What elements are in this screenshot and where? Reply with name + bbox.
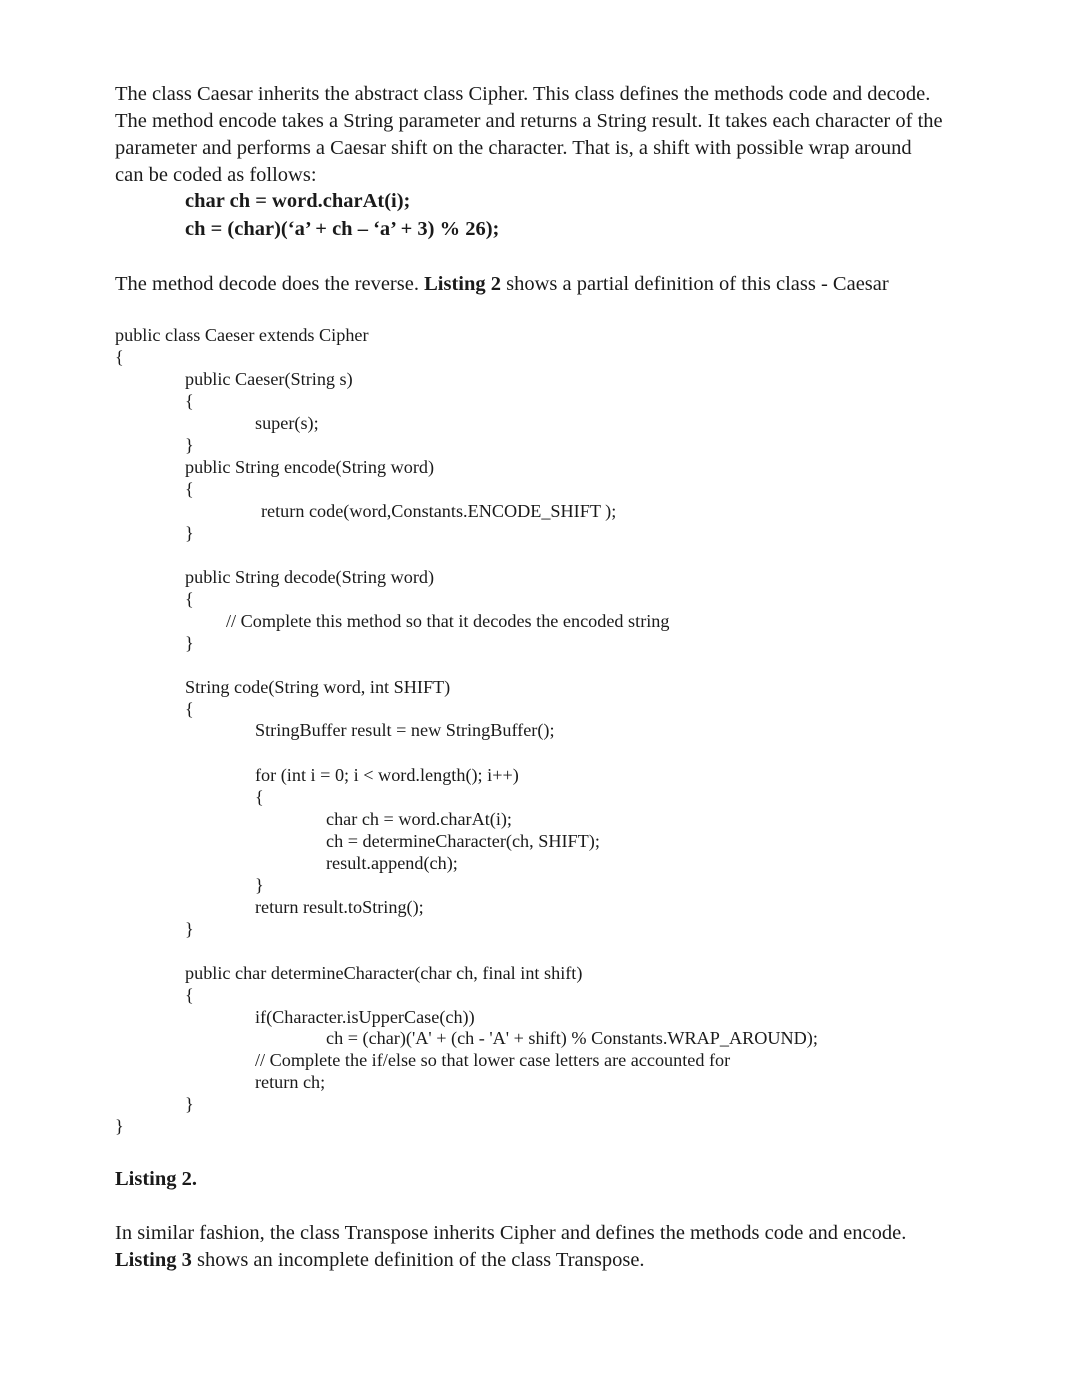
code-line: String code(String word, int SHIFT) <box>185 677 451 697</box>
code-line: for (int i = 0; i < word.length(); i++) <box>255 765 519 785</box>
code-line: { <box>185 699 194 719</box>
transpose-line-2 <box>115 1247 645 1274</box>
decode-paragraph <box>115 271 889 298</box>
decode-text-after: shows a partial definition of this class - Caesar <box>501 273 889 295</box>
snippet-line-2: ch = (char)(‘a’ + ch – ‘a’ + 3) % 26); <box>185 218 500 240</box>
transpose-line-1: In similar fashion, the class Transpose inherits Cipher and defines the methods code and encode. <box>115 1222 907 1244</box>
code-line: public class Caeser extends Cipher <box>115 325 369 345</box>
code-comment: // Complete this method so that it decodes the encoded string <box>226 611 670 631</box>
code-line: super(s); <box>255 413 319 433</box>
code-line: public String decode(String word) <box>185 567 435 587</box>
code-line: } <box>255 875 264 895</box>
code-line: } <box>115 1116 124 1136</box>
code-line: char ch = word.charAt(i); <box>326 809 512 829</box>
code-line: public char determineCharacter(char ch, final int shift) <box>185 963 583 983</box>
code-line: StringBuffer result = new StringBuffer(); <box>255 720 555 740</box>
code-line: { <box>115 347 124 367</box>
code-line: return ch; <box>255 1072 326 1092</box>
intro-line-1: The class Caesar inherits the abstract class Cipher. This class defines the methods code and decode. <box>115 83 931 105</box>
code-line: } <box>185 1094 194 1114</box>
code-line: return code(word,Constants.ENCODE_SHIFT ); <box>261 501 617 521</box>
code-line: } <box>185 523 194 543</box>
code-line: if(Character.isUpperCase(ch)) <box>255 1007 475 1027</box>
code-line: ch = (char)('A' + (ch - 'A' + shift) % Constants.WRAP_AROUND); <box>326 1028 818 1048</box>
code-line: ch = determineCharacter(ch, SHIFT); <box>326 831 600 851</box>
code-line: { <box>185 479 194 499</box>
code-line: return result.toString(); <box>255 897 424 917</box>
code-line: { <box>185 589 194 609</box>
code-line: } <box>185 435 194 455</box>
snippet-line-1: char ch = word.charAt(i); <box>185 190 411 212</box>
code-line: { <box>185 391 194 411</box>
code-line: result.append(ch); <box>326 853 458 873</box>
code-comment: // Complete the if/else so that lower case letters are accounted for <box>255 1050 731 1070</box>
code-line: } <box>185 919 194 939</box>
code-line: { <box>185 985 194 1005</box>
code-line: public Caeser(String s) <box>185 369 353 389</box>
code-line: } <box>185 633 194 653</box>
transpose-line-2-text: shows an incomplete definition of the class Transpose. <box>191 1249 645 1271</box>
intro-line-4: can be coded as follows: <box>115 164 317 186</box>
listing-3-reference: Listing 3 <box>115 1249 192 1271</box>
intro-line-2: The method encode takes a String parameter and returns a String result. It takes each character of the <box>115 110 943 132</box>
code-line: { <box>255 787 264 807</box>
listing-2-caption: Listing 2. <box>115 1168 198 1190</box>
listing-2-reference: Listing 2 <box>424 273 501 295</box>
code-line: public String encode(String word) <box>185 457 435 477</box>
decode-text-before: The method decode does the reverse. <box>115 273 425 295</box>
intro-line-3: parameter and performs a Caesar shift on the character. That is, a shift with possible wrap around <box>115 137 912 159</box>
